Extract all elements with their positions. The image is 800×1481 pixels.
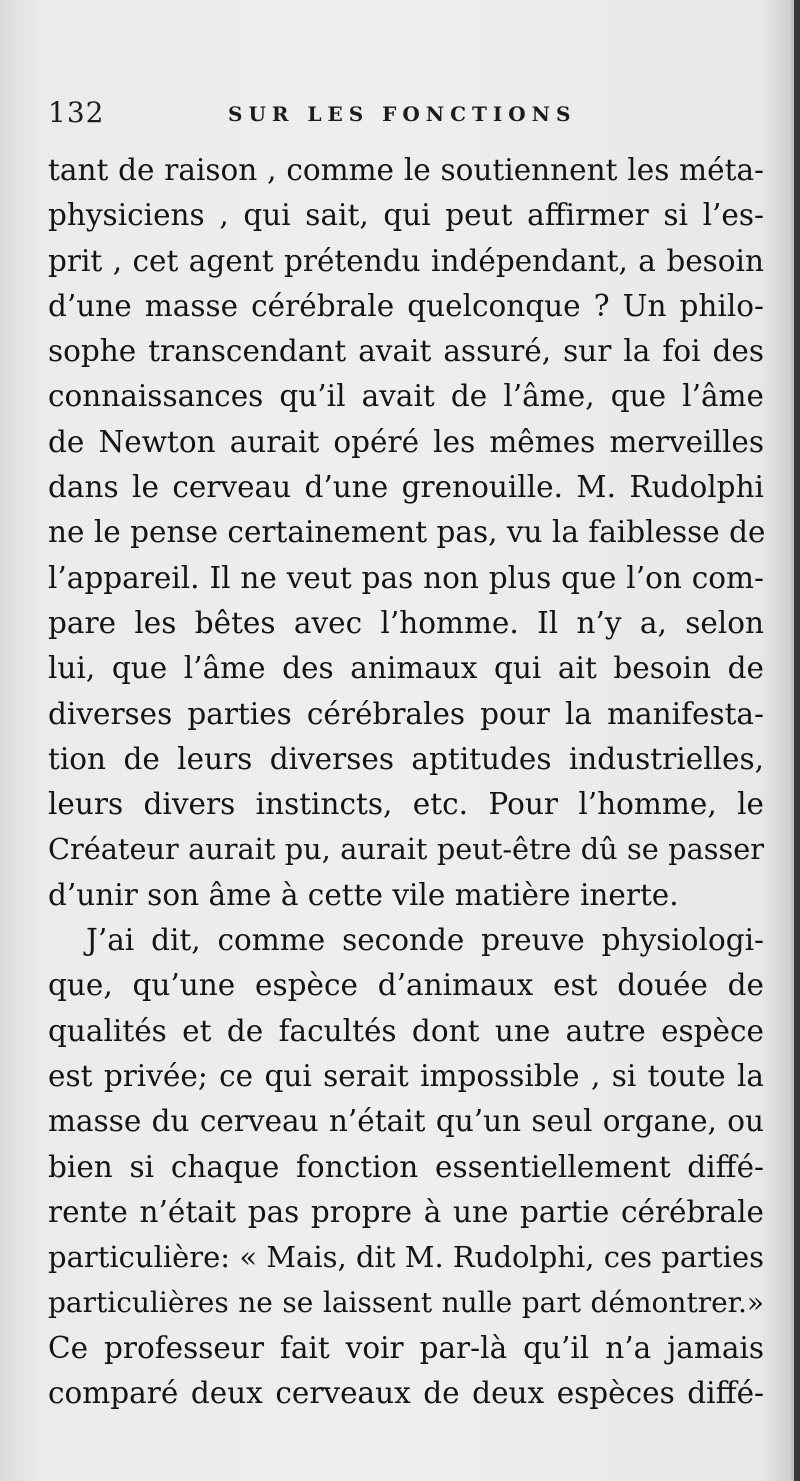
text-line: tion de leurs diverses aptitudes industrielles, <box>48 741 764 776</box>
text-line: que, qu’une espèce d’animaux est douée de <box>48 968 764 1003</box>
text-line: qualités et de facultés dont une autre espèce <box>48 1013 764 1048</box>
text-line: tant de raison , comme le soutiennent les méta- <box>48 153 764 187</box>
text-line: Créateur aurait pu, aurait peut-être dû se passer <box>48 832 764 867</box>
running-head: SUR LES FONCTIONS <box>228 102 577 126</box>
text-line: d’une masse cérébrale quelconque ? Un philo- <box>48 288 764 323</box>
page-header <box>48 96 758 136</box>
paragraph-start-line: J’ai dit, comme seconde preuve physiologi- <box>86 923 764 958</box>
text-line: bien si chaque fonction essentiellement diffé- <box>48 1149 764 1184</box>
text-line: sophe transcendant avait assuré, sur la foi des <box>48 334 764 369</box>
text-line: lui, que l’âme des animaux qui ait besoin de <box>48 651 764 686</box>
text-line: l’appareil. Il ne veut pas non plus que l’on com- <box>48 560 764 595</box>
text-line: pare les bêtes avec l’homme. Il n’y a, selon <box>48 605 764 640</box>
page-number: 132 <box>48 96 105 129</box>
text-line: prit , cet agent prétendu indépendant, a besoin <box>48 243 764 278</box>
paragraph-end-line: d’unir son âme à cette vile matière inerte. <box>48 877 679 912</box>
text-line: particulière: « Mais, dit M. Rudolphi, ces parties <box>48 1240 764 1275</box>
text-line: diverses parties cérébrales pour la manifesta- <box>48 696 764 731</box>
text-line: Ce professeur fait voir par-là qu’il n’a jamais <box>48 1330 764 1365</box>
text-line: connaissances qu’il avait de l’âme, que l’âme <box>48 379 764 414</box>
text-line: leurs divers instincts, etc. Pour l’homme, le <box>48 787 764 822</box>
text-line: particulières ne se laissent nulle part démontrer.» <box>48 1286 764 1320</box>
text-line: est privée; ce qui serait impossible , si toute la <box>48 1058 764 1093</box>
page-edge-shadow <box>794 0 800 1481</box>
text-line: comparé deux cerveaux de deux espèces diffé- <box>48 1376 764 1411</box>
text-line: de Newton aurait opéré les mêmes merveilles <box>48 424 764 459</box>
text-line: dans le cerveau d’une grenouille. M. Rudolphi <box>48 470 764 505</box>
body-text <box>48 148 764 1416</box>
text-line: rente n’était pas propre à une partie cérébrale <box>48 1194 764 1229</box>
text-line: ne le pense certainement pas, vu la faiblesse de <box>48 515 766 550</box>
text-line: masse du cerveau n’était qu’un seul organe, ou <box>48 1104 764 1139</box>
text-line: physiciens , qui sait, qui peut affirmer si l’es- <box>48 198 764 233</box>
